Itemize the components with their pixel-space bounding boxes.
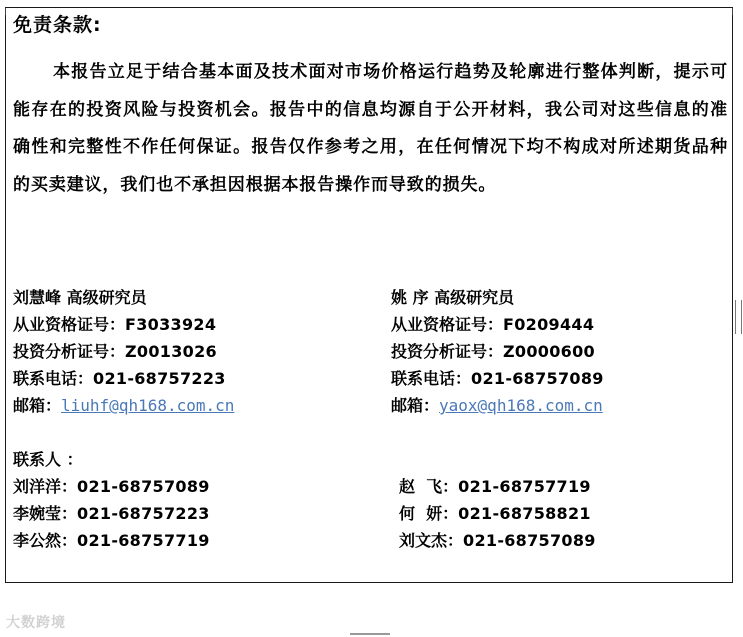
contact-row [399,473,596,500]
analyst-cert-label: 投资分析证号： [391,342,504,361]
email-label: 邮箱： [13,396,62,415]
contact-name: 赵 飞： [399,477,459,496]
disclaimer-title: 免责条款: [13,14,102,36]
phone-row [13,365,234,392]
frame-corner-mark [732,8,733,15]
analyst-card-left [13,284,234,419]
phone-label: 联系电话： [391,369,472,388]
contact-row [13,527,210,554]
analyst-cert-label: 投资分析证号： [13,342,126,361]
contacts-left [13,446,210,554]
phone-number: 021-68757089 [471,369,604,388]
analyst-name-title: 姚 序 高级研究员 [391,288,515,307]
contact-name: 何 妍： [399,504,459,523]
contact-phone: 021-68758821 [458,504,591,523]
contact-row [13,473,210,500]
frame-corner-mark [5,8,6,15]
qualification-row [13,311,234,338]
disclaimer-paragraph: 本报告立足于结合基本面及技术面对市场价格运行趋势及轮廓进行整体判断，提示可能存在的投资风险与投资机会。报告中的信息均源自于公开材料，我公司对这些信息的准确性和完整性不作任何保证。报告仅作参考之用，在任何情况下均不构成对所述期货品种的买卖建议，我们也不承担因根据本报告操作而导致的损失。 [13,62,728,195]
analyst-card-right [391,284,604,419]
contact-phone: 021-68757089 [77,477,210,496]
contact-name: 李公然： [13,531,78,550]
contact-row [399,500,596,527]
page-side-marker [735,300,742,334]
contact-row [399,527,596,554]
page-bottom-marker [350,633,390,635]
analyst-cert-number: Z0000600 [503,342,595,361]
qualification-number: F3033924 [125,315,217,334]
qualification-label: 从业资格证号： [391,315,504,334]
analyst-cert-row [13,338,234,365]
contact-row [13,500,210,527]
contact-phone: 021-68757719 [458,477,591,496]
email-row [13,392,234,419]
analyst-cert-row [391,338,604,365]
email-row [391,392,604,419]
contact-name: 刘洋洋： [13,477,78,496]
contact-phone: 021-68757223 [77,504,210,523]
email-link[interactable]: liuhf@qh168.com.cn [61,396,235,415]
contact-name: 李婉莹： [13,504,78,523]
contacts-right [399,473,596,554]
email-link[interactable]: yaox@qh168.com.cn [439,396,603,415]
watermark: 大数跨境 [6,615,66,631]
phone-row [391,365,604,392]
phone-number: 021-68757223 [93,369,226,388]
contacts-heading: 联系人 ： [13,450,83,469]
contact-phone: 021-68757089 [463,531,596,550]
phone-label: 联系电话： [13,369,94,388]
analyst-name-title: 刘慧峰 高级研究员 [13,288,147,307]
analyst-cert-number: Z0013026 [125,342,217,361]
email-label: 邮箱： [391,396,440,415]
qualification-row [391,311,604,338]
qualification-number: F0209444 [503,315,595,334]
contact-phone: 021-68757719 [77,531,210,550]
contact-name: 刘文杰： [399,531,464,550]
qualification-label: 从业资格证号： [13,315,126,334]
